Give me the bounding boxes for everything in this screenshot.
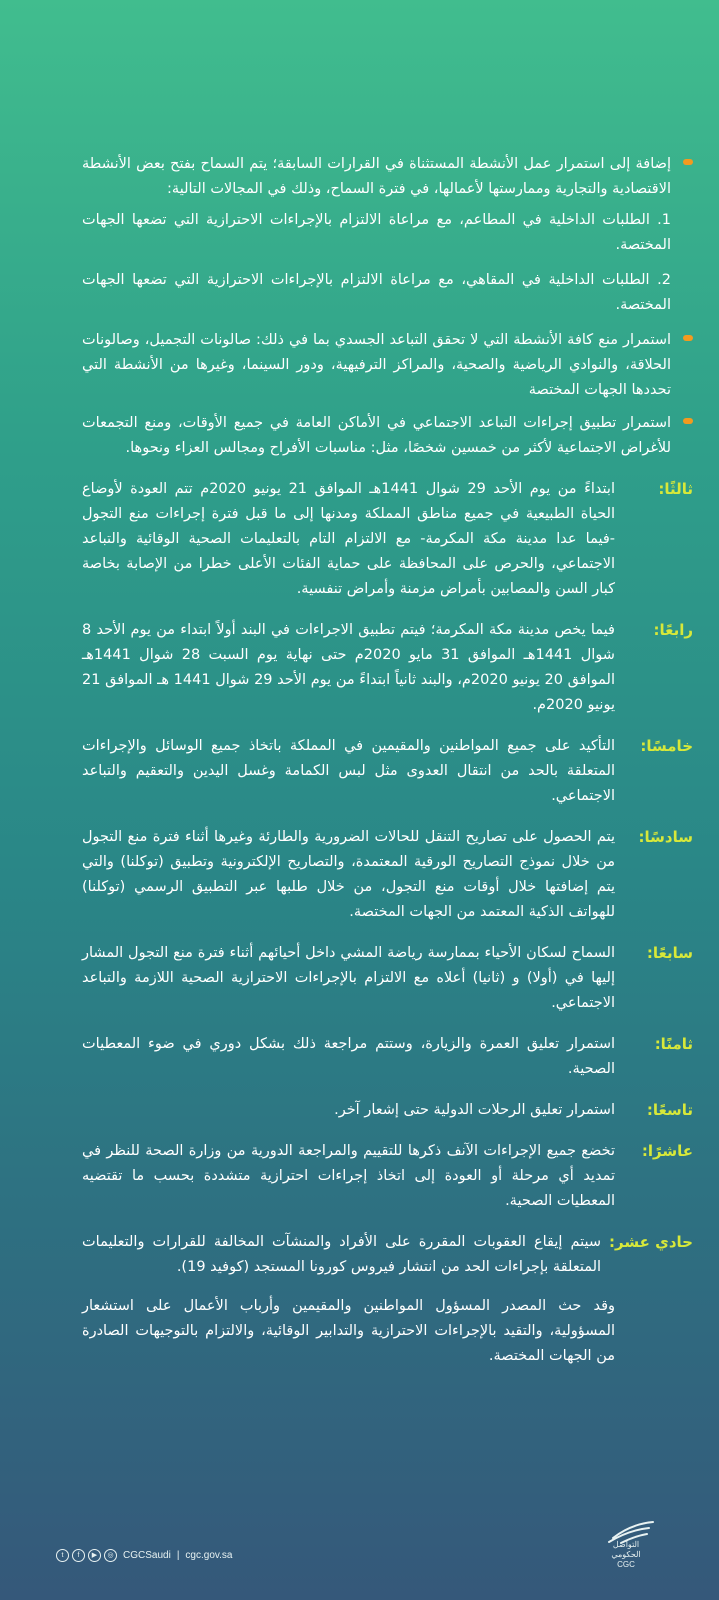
logo-line: CGC (617, 1560, 635, 1569)
sub-item-text: 2. الطلبات الداخلية في المقاهي، مع مراعاة الالتزام بالإجراءات الاحترازية التي تضعها الجهات المختصة. (82, 272, 671, 313)
social-icons (56, 1549, 117, 1562)
section-label: سادسًا: (638, 828, 693, 846)
section-label: ثالثًا: (658, 480, 693, 498)
section-label: عاشرًا: (641, 1142, 693, 1160)
section-4 (82, 618, 693, 718)
sub-item (82, 208, 693, 258)
section-text: ابتداءً من يوم الأحد 29 شوال 1441هـ الموافق 21 يونيو 2020م تتم العودة لأوضاع الحياة الطبيعية في جميع مناطق المملكة ومدنها إلى ما قبل فترة إجراءات منع التجول -فيما عدا مدينة مكة المكرمة- مع الالتزام التام بالتعليمات الصحية الوقائية والتباعد الاجتماعي، والحرص على المحافظة على حماية الفئات الأعلى خطرا من الإصابة بخاصة كبار السن والمصابين بأمراض مزمنة وأمراض تنفسية. (82, 481, 615, 597)
logo-text (591, 1540, 661, 1570)
sub-item (82, 268, 693, 318)
section-10 (82, 1139, 693, 1214)
bullet-item (82, 152, 693, 202)
bullet-text: استمرار تطبيق إجراءات التباعد الاجتماعي في الأماكن العامة في جميع الأوقات، ومنع التجمعات للأغراض الاجتماعية لأكثر من خمسين شخصًا، مثل: مناسبات الأفراح ومجالس العزاء ونحوها. (82, 415, 671, 456)
bullet-icon (683, 335, 693, 341)
section-text: سيتم إيقاع العقوبات المقررة على الأفراد والمنشآت المخالفة للقرارات والتعليمات المتعلقة بإجراءات الحد من انتشار فيروس كورونا المستجد (كوفيد 19). (82, 1234, 602, 1275)
twitter-icon[interactable]: t (56, 1549, 69, 1562)
footer-website[interactable]: cgc.gov.sa (185, 1550, 233, 1561)
section-text: استمرار تعليق الرحلات الدولية حتى إشعار آخر. (334, 1102, 615, 1118)
closing-paragraph: وقد حث المصدر المسؤول المواطنين والمقيمين وأرباب الأعمال على استشعار المسؤولية، والتقيد بالإجراءات الاحترازية والتدابير الوقائية، والالتزام بالتوجيهات الصادرة من الجهات المختصة. (82, 1298, 615, 1364)
bullet-item (82, 328, 693, 403)
cgc-logo (591, 1518, 661, 1570)
section-11 (82, 1230, 693, 1280)
bullet-icon (683, 159, 693, 165)
bullet-text: استمرار منع كافة الأنشطة التي لا تحقق التباعد الجسدي بما في ذلك: صالونات التجميل، وصالونات الحلاقة، والنوادي الرياضية والصحية، والمراكز الترفيهية، ودور السينما، وغيرها من الأنشطة التي تحددها الجهات المختصة (82, 332, 671, 398)
section-8 (82, 1032, 693, 1082)
bullet-list (82, 152, 693, 461)
section-5 (82, 734, 693, 809)
section-9 (82, 1098, 693, 1123)
section-3 (82, 477, 693, 602)
bullet-text: إضافة إلى استمرار عمل الأنشطة المستثناة في القرارات السابقة؛ يتم السماح بفتح بعض الأنشطة الاقتصادية والتجارية وممارستها لأعمالها، في فترة السماح، وذلك في المجالات التالية: (82, 156, 671, 197)
logo-line: التواصل (612, 1540, 640, 1549)
section-text: يتم الحصول على تصاريح التنقل للحالات الضرورية والطارئة وغيرها أثناء فترة منع التجول من خلال نموذج التصاريح الورقية المعتمدة، والتصاريح الإلكترونية وتطبيق (توكلنا) والتي يتم إضافتها خلال أوقات منع التجول، من خلال طلبها عبر التطبيق الرسمي (توكلنا) للهواتف الذكية المعتمد من الجهات المختصة. (82, 829, 615, 920)
section-text: السماح لسكان الأحياء بممارسة رياضة المشي داخل أحيائهم أثناء فترة منع التجول المشار إليها في (أولا) و (ثانيا) أعلاه مع الالتزام بالإجراءات الاحترازية الصحية اللازمة والتباعد الاجتماعي. (82, 945, 615, 1011)
footer-handle[interactable]: CGCSaudi (123, 1550, 171, 1561)
section-label: رابعًا: (653, 621, 693, 639)
section-label: تاسعًا: (646, 1101, 693, 1119)
section-6 (82, 825, 693, 925)
section-label: سابعًا: (646, 944, 693, 962)
footer-separator: | (176, 1550, 180, 1561)
bullet-icon (683, 418, 693, 424)
bullet-item (82, 411, 693, 461)
section-label: ثامنًا: (654, 1035, 693, 1053)
section-text: التأكيد على جميع المواطنين والمقيمين في المملكة باتخاذ جميع الوسائل والإجراءات المتعلقة بالحد من انتقال العدوى مثل لبس الكمامة وغسل اليدين والتعقيم والتباعد الاجتماعي. (82, 738, 615, 804)
facebook-icon[interactable]: f (72, 1549, 85, 1562)
announcement-content (82, 152, 693, 1369)
section-label: حادي عشر: (609, 1233, 693, 1251)
instagram-icon[interactable]: ◎ (104, 1549, 117, 1562)
section-text: استمرار تعليق العمرة والزيارة، وستتم مراجعة ذلك بشكل دوري في ضوء المعطيات الصحية. (82, 1036, 615, 1077)
section-text: فيما يخص مدينة مكة المكرمة؛ فيتم تطبيق الاجراءات في البند أولاً ابتداء من يوم الأحد 8 شوال 1441هـ الموافق 31 مايو 2020م حتى نهاية يوم السبت 28 شوال 1441هـ الموافق 20 يونيو 2020م، والبند ثانياً ابتداءً من يوم الأحد 29 شوال 1441 هـ الموافق 21 يونيو 2020م. (82, 622, 616, 713)
section-label: خامسًا: (640, 737, 693, 755)
sub-item-text: 1. الطلبات الداخلية في المطاعم، مع مراعاة الالتزام بالإجراءات الاحترازية التي تضعها الجهات المختصة. (82, 212, 671, 253)
section-7 (82, 941, 693, 1016)
youtube-icon[interactable]: ▶ (88, 1549, 101, 1562)
footer (56, 1549, 232, 1562)
logo-line: الحكومي (611, 1550, 641, 1559)
section-text: تخضع جميع الإجراءات الآنف ذكرها للتقييم والمراجعة الدورية من وزارة الصحة للنظر في تمديد أي مرحلة أو العودة إلى اتخاذ إجراءات احترازية متشددة بحسب ما تقتضيه المعطيات الصحية. (82, 1143, 615, 1209)
